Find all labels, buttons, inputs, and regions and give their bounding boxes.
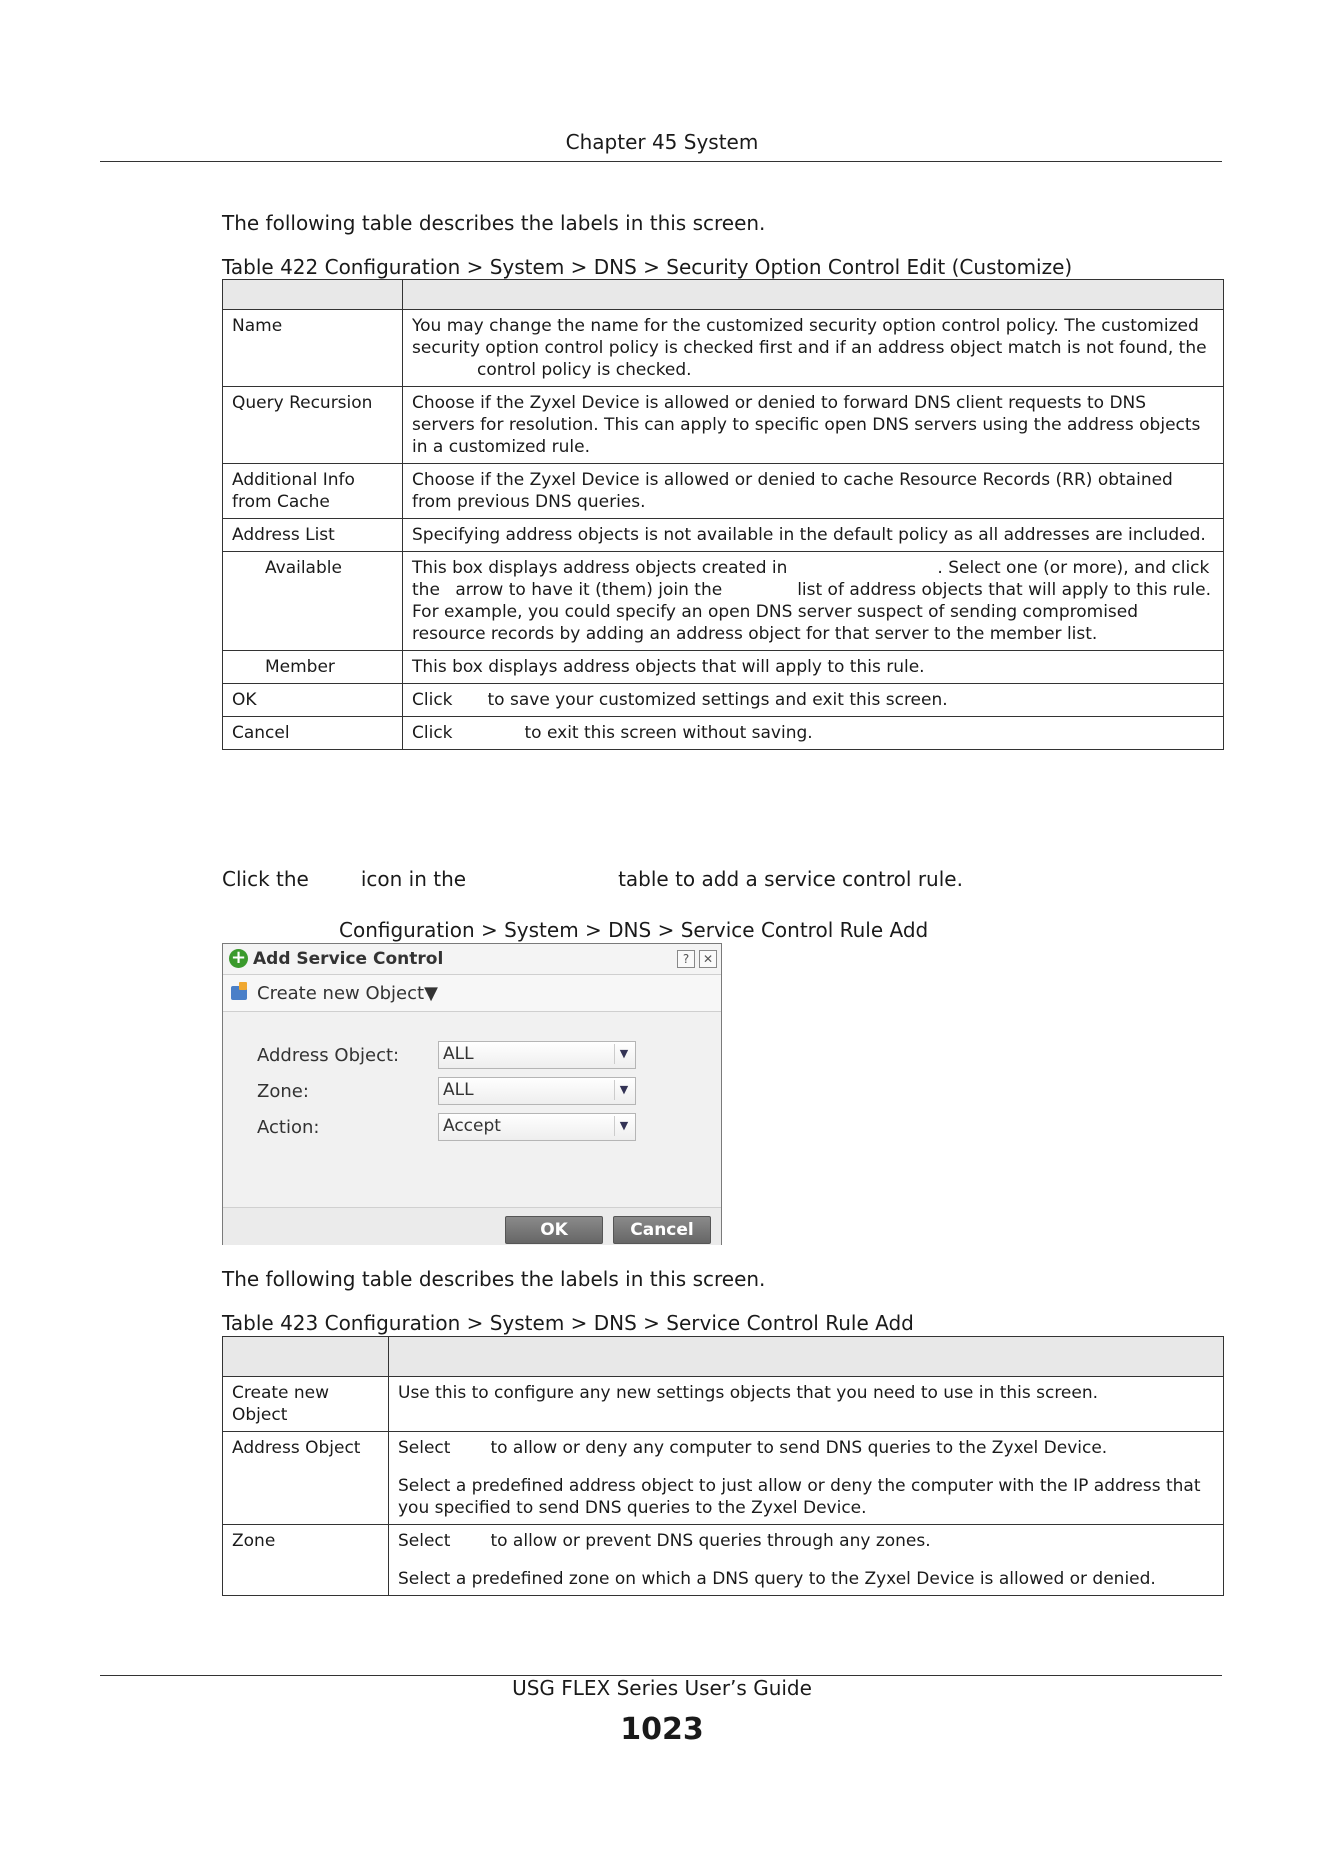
desc-text: arrow to have it (them) join the xyxy=(455,580,723,600)
action-select[interactable] xyxy=(438,1113,636,1141)
chapter-header: Chapter 45 System xyxy=(565,130,759,154)
intro-text-2: The following table describes the labels in this screen. xyxy=(222,1267,766,1291)
desc-text: . Select one (or more), and click the xyxy=(412,558,1210,600)
row-label: OK xyxy=(223,684,403,717)
table-row xyxy=(223,717,1224,750)
zone-label: Zone: xyxy=(257,1081,309,1102)
row-label: Available xyxy=(223,552,403,651)
row-label: Additional Info from Cache xyxy=(223,464,403,519)
header-cell xyxy=(223,1337,389,1377)
desc-text: Select xyxy=(398,1531,451,1551)
row-label: Address Object xyxy=(223,1432,389,1525)
table-row xyxy=(223,1377,1224,1432)
row-label: Query Recursion xyxy=(223,387,403,464)
help-icon[interactable]: ? xyxy=(677,950,695,968)
table-row xyxy=(223,519,1224,552)
row-label: Member xyxy=(223,651,403,684)
footer-title: USG FLEX Series User’s Guide xyxy=(512,1676,812,1700)
add-service-control-dialog xyxy=(222,943,722,1245)
row-description xyxy=(403,684,1224,717)
dialog-toolbar xyxy=(223,975,721,1012)
desc-text: You may change the name for the customized security option control policy. The customized security option control policy is checked first and if an address object match is not found, the xyxy=(412,316,1207,358)
ok-button[interactable]: OK xyxy=(505,1216,603,1244)
close-icon[interactable]: ✕ xyxy=(699,950,717,968)
desc-text: to save your customized settings and exit this screen. xyxy=(487,690,948,710)
desc-paragraph xyxy=(398,1437,1214,1459)
row-description: Choose if the Zyxel Device is allowed or denied to forward DNS client requests to DNS servers for resolution. This can apply to specific open DNS servers using the address objects in a customized rule. xyxy=(403,387,1224,464)
desc-paragraph xyxy=(398,1530,1214,1552)
header-cell xyxy=(389,1337,1224,1377)
chevron-down-icon[interactable]: ▼ xyxy=(614,1116,633,1136)
row-description xyxy=(403,717,1224,750)
table-row xyxy=(223,552,1224,651)
row-label: Name xyxy=(223,310,403,387)
dialog-footer xyxy=(223,1207,721,1245)
row-label: Zone xyxy=(223,1525,389,1596)
table-row xyxy=(223,1525,1224,1596)
desc-text: to exit this screen without saving. xyxy=(524,723,813,743)
select-value: ALL xyxy=(443,1044,474,1064)
desc-text: This box displays address objects created in xyxy=(412,558,788,578)
table-row xyxy=(223,651,1224,684)
table-row xyxy=(223,387,1224,464)
header-rule xyxy=(100,161,1222,162)
table-422 xyxy=(222,279,1224,750)
address-object-label: Address Object: xyxy=(257,1045,400,1066)
desc-text: to allow or deny any computer to send DNS queries to the Zyxel Device. xyxy=(490,1438,1108,1458)
table-header-row xyxy=(223,1337,1224,1377)
header-cell xyxy=(223,280,403,310)
row-label: Cancel xyxy=(223,717,403,750)
dialog-title: Add Service Control xyxy=(253,949,444,969)
page-number: 1023 xyxy=(620,1712,704,1747)
desc-text: to allow or prevent DNS queries through any zones. xyxy=(490,1531,931,1551)
table-row xyxy=(223,684,1224,717)
intro-text: The following table describes the labels in this screen. xyxy=(222,211,766,235)
action-label: Action: xyxy=(257,1117,320,1138)
row-description: Specifying address objects is not available in the default policy as all addresses are included. xyxy=(403,519,1224,552)
row-label: Create new Object xyxy=(223,1377,389,1432)
row-description xyxy=(389,1432,1224,1525)
row-description: This box displays address objects that will apply to this rule. xyxy=(403,651,1224,684)
select-value: Accept xyxy=(443,1116,501,1136)
object-icon xyxy=(231,986,247,1000)
address-object-select[interactable] xyxy=(438,1041,636,1069)
table-423-caption: Table 423 Configuration > System > DNS > Service Control Rule Add xyxy=(222,1311,914,1335)
select-value: ALL xyxy=(443,1080,474,1100)
desc-text: Select xyxy=(398,1438,451,1458)
figure-caption: Configuration > System > DNS > Service Control Rule Add xyxy=(339,918,929,942)
table-row xyxy=(223,1432,1224,1525)
create-new-object-button[interactable]: Create new Object▼ xyxy=(257,983,438,1004)
chevron-down-icon[interactable]: ▼ xyxy=(614,1044,633,1064)
instruction-text: Click the xyxy=(222,867,309,891)
row-description: Use this to configure any new settings objects that you need to use in this screen. xyxy=(389,1377,1224,1432)
header-cell xyxy=(403,280,1224,310)
chevron-down-icon[interactable]: ▼ xyxy=(614,1080,633,1100)
zone-select[interactable] xyxy=(438,1077,636,1105)
cancel-button[interactable]: Cancel xyxy=(613,1216,711,1244)
desc-text: list of address objects that will apply to this rule. For example, you could specify an open DNS server suspect of sending compromised resource records by adding an address object for that server to the member list. xyxy=(412,580,1212,644)
table-row xyxy=(223,310,1224,387)
desc-text: Click xyxy=(412,723,453,743)
dialog-title-bar xyxy=(223,944,721,975)
desc-paragraph: Select a predefined address object to just allow or deny the computer with the IP address that you specified to send DNS queries to the Zyxel Device. xyxy=(398,1476,1201,1518)
instruction-text: table to add a service control rule. xyxy=(618,867,963,891)
desc-paragraph: Select a predefined zone on which a DNS query to the Zyxel Device is allowed or denied. xyxy=(398,1569,1156,1589)
desc-text: Click xyxy=(412,690,453,710)
instruction-text: icon in the xyxy=(360,867,467,891)
desc-text: control policy is checked. xyxy=(477,360,692,380)
click-instruction xyxy=(222,867,963,891)
row-label: Address List xyxy=(223,519,403,552)
add-icon: + xyxy=(230,947,247,968)
row-description xyxy=(403,310,1224,387)
table-422-caption: Table 422 Configuration > System > DNS > Security Option Control Edit (Customize) xyxy=(222,255,1073,279)
table-header-row xyxy=(223,280,1224,310)
row-description xyxy=(389,1525,1224,1596)
row-description xyxy=(403,552,1224,651)
table-423 xyxy=(222,1336,1224,1596)
table-row xyxy=(223,464,1224,519)
row-description: Choose if the Zyxel Device is allowed or denied to cache Resource Records (RR) obtained from previous DNS queries. xyxy=(403,464,1224,519)
